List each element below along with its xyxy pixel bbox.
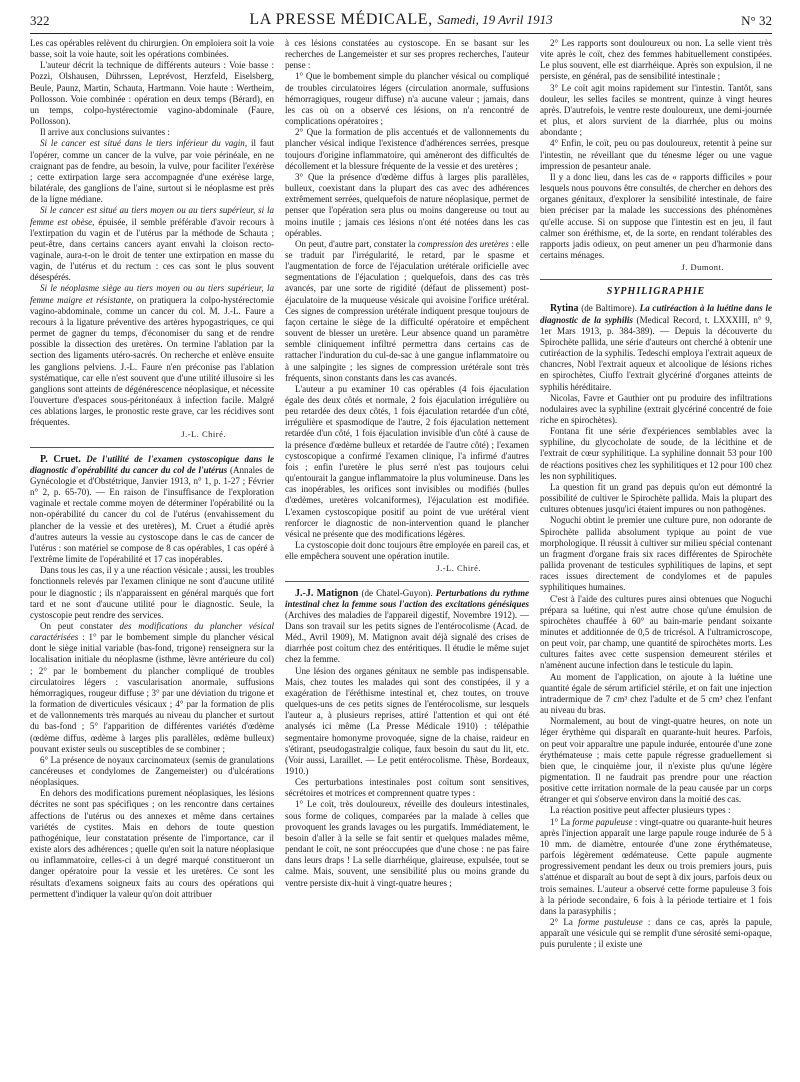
section-divider [285, 581, 529, 582]
column-left [30, 38, 274, 1074]
article-reference: (Medical Record, t. LXXXIII, n° 9, 1er Mars 1913, p. 384-389). — Depuis la découverte du Spirochète pallida, une série d'auteurs ont cherché à obtenir une cutiréaction de la syphilis. Tedeschi employa l'extrait aqueux de chancres, Nobl l'extrait aqueux et alcoolique de lésions riches en spirochètes, Ciuffo l'extrait glycériné d'organes atteints de syphilis héréditaire. [540, 314, 772, 392]
paragraph: La réaction positive peut affecter plusieurs types : [550, 805, 731, 816]
paragraph: 3° Que la présence d'œdème diffus à larges plis parallèles, bulleux, coexistant dans la plupart des cas avec des adhérences extrêmement serrées, quelquefois de nature néoplasique, permet de penser que l'opération sera plus ou moins dangereuse ou tout au moins inutile ; jamais ces lésions n'ont été notées dans les cas opérables. [285, 171, 529, 238]
paragraph-text: : vingt-quatre ou quarante-huit heures après l'injection apparaît une large papule rouge indurée de 5 à 10 mm. de diamètre, entourée d'une zone érythémateuse, parfois légèrement œdémateuse. Cette papule augmente progressivement pendant les deux ou trois premiers jours, puis s'atténue et disparaît au bout de sept à dix jours, parfois deux ou trois semaines. L'auteur a observé cette forme papuleuse 3 fois à la période secondaire, 6 fois à la période tertiaire et 1 fois dans la parasyphilis ; [540, 816, 772, 916]
header-rule [30, 33, 772, 34]
italic-lead: Si le cancer est situé dans le tiers inférieur du vagin, [40, 138, 248, 149]
paragraph: Normalement, au bout de vingt-quatre heures, on note un léger érythème qui disparaît en quarante-huit heures. Parfois, on peut voir apparaître une papule indurée, entourée d'une zone érythémateuse ; mais cette papule régresse graduellement si bien que, le cinquième jour, il n'existe plus qu'une légère pigmentation. Il ne faudrait pas prendre pour une réaction positive cette irritation normale de la peau causée par un corps étranger et qui s'observe environ dans la moitié des cas. [540, 716, 772, 805]
paragraph [30, 205, 274, 283]
paragraph-text: : dans ce cas, après la papule, apparaît une vésicule qui se remplit d'une sérosité semi-opaque, puis purulente ; il existe une [540, 917, 772, 950]
section-heading: SYPHILIGRAPHIE [606, 286, 706, 298]
page-header [30, 9, 772, 31]
paragraph: En dehors des modifications purement néoplasiques, les lésions décrites ne sont pas spécifiques ; on les rencontre dans certaines affections de l'utérus ou des annexes et même dans certaines variétés de cystites. Mais en dehors de toute question pathogénique, leur constatation présente de l'importance, car il existe alors des adhérences ; quelle qu'en soit la nature néoplasique ou inflammatoire, celles-ci à un degré marqué constitueront un danger opératoire pour la vessie et les uretères. Ce sont les résultats d'examens soigneux faits au cours des opérations qui permettent d'indiquer la valeur qu'on doit attribuer [30, 788, 274, 899]
paragraph: 2° Les rapports sont douloureux ou non. La selle vient très vite après le coït, chez des femmes habituellement constipées. Le plus souvent, elle est diarrhéique. Après son expulsion, il ne persiste, en général, pas de sensibilité intestinale ; [540, 38, 772, 82]
paragraph [540, 817, 772, 917]
paragraph: Fontana fit une série d'expériences semblables avec la syphiline, du glycocholate de soude, de la lécithine et de l'extrait de cœur syphilitique. La syphiline donnait 53 pour 100 de réactions positives chez les syphilitiques et 12 pour 100 chez les non syphilitiques. [540, 426, 772, 481]
article-title: La cutiréaction à la luétine dans le diagnostic de la syphilis [540, 303, 772, 325]
column-middle [285, 38, 529, 1074]
paragraph-text: On peut, d'autre part, constater la [295, 238, 418, 249]
article-entry [30, 454, 274, 566]
author-place: (de Baltimore). [578, 303, 640, 314]
article-title: Perturbations du rythme intestinal chez la femme sous l'action des excitations génésiques [285, 587, 529, 609]
journal-name: LA PRESSE MÉDICALE, [249, 11, 433, 28]
article-author: P. Cruet. [40, 453, 81, 465]
italic-phrase: compression des uretères [417, 238, 509, 249]
paragraph-text: on pratiquera la colpo-hystérectomie vagino-abdominale, comme un cancer du col. M. J.-L. Faure a recours à la ligature préventive des artères hypogastriques, ce qui permet de gagner du temps, d'économiser du sang et de rendre possible la dissection des uretères. On termine l'ablation par la section des ligaments utéro-sacrés. On recherche et enlève ensuite les ganglions pelviens. J.-L. Faure n'en préconise pas l'ablation systématique, car elle n'est souvent que d'une utilité illusoire si les ganglions sont atteints de dégénérescence néoplasique, et nécessite l'ouverture d'espaces sous-péritonéaux à infection facile. Malgré ces ablations larges, le pronostic reste grave, car les récidives sont fréquentes. [30, 294, 274, 428]
article-author: Rytina [550, 303, 579, 315]
paragraph: L'auteur décrit la technique de différents auteurs : Voie basse : Pozzi, Olshausen, Dührssen, Leprévost, Herzfeld, Eiselsberg, Beule, Paunz, Martin, Schauta, Hartmann. Voie haute : Wertheim, Pollosson. Voie combinée : opération en deux temps (Bérard), en un temps, colpo-hystérectomie vagino-abdominale (Faure, Pollosson). [30, 60, 274, 127]
paragraph: Les cas opérables relèvent du chirurgien. On emploiera soit la voie basse, soit la voie haute, soit les opérations combinées. [30, 38, 274, 60]
paragraph: Il y a donc lieu, dans les cas de « rapports difficiles » pour lesquels nous pouvons être consultés, de chercher en dehors des organes génitaux, d'explorer la sensibilité intestinale, de faire bien préciser par la malade les successions des phénomènes qu'elle accuse. Si on suppose que l'intestin est en jeu, il faut calmer son éréthisme, et, de la sorte, en rendant tolérables des rapports jadis odieux, on peut amener un peu d'harmonie dans certains ménages. [540, 171, 772, 260]
paragraph: 6° La présence de noyaux carcinomateux (semis de granulations cancéreuses et condylomes de Zangemeister) ou d'ulcérations néoplasiques. [30, 754, 274, 788]
column-right [540, 38, 772, 1074]
italic-phrase: forme papuleuse [572, 816, 633, 827]
author-signature: J. Dumont. [681, 262, 724, 273]
paragraph: à ces lésions constatées au cystoscope. En se basant sur les recherches de Langemeister et sur ses propres recherches, l'auteur pense : [285, 38, 529, 71]
paragraph: 1° Que le bombement simple du plancher vésical ou compliqué de troubles circulatoires légers (circulation anormale, suffusions hémorragiques, rougeur diffuse) n'a aucune valeur ; jamais, dans les cas où on a observé ces lésions, on n'a rencontré de complications opératoires ; [285, 71, 529, 127]
article-author: J.-J. Matignon [295, 587, 359, 599]
paragraph [30, 138, 274, 205]
page-number: 322 [30, 13, 50, 28]
paragraph-text: 2° La [550, 917, 579, 928]
paragraph: Une lésion des organes génitaux ne semble pas indispensable. Mais, chez toutes les malades qui sont des constipées, il y a exagération de l'éréthisme intestinal et, chez toutes, on trouve quelques-uns de ces petits signes de l'entérocolisme, sur lesquels l'auteur a, à plusieurs reprises, attiré l'attention et qui ont été analysés ici même (La Presse Médicale 1910) : télépathie segmentaire homonyme provoquée, signe de la chaise, raideur en s'étirant, pseudogastralgie colique, faux besoin du saut du lit, etc. (Voir aussi, Laraillet. — Le petit entérocolisme. Thèse, Bordeaux, 1910.) [285, 665, 529, 776]
section-divider [30, 447, 274, 448]
paragraph: 1° Le coït, très douloureux, réveille des douleurs intestinales, sous forme de coliques, comparées par la malade à celles que provoquent les grands lavages ou les purgatifs. Immédiatement, le besoin d'aller à la selle se fait sentir et quelques malades même, pendant le coït, ne sont préoccupées que d'une chose : ne pas faire dans leurs draps ! La selle diarrhéique, glaireuse, expulsée, tout se calme. Mais, souvent, une sensibilité plus ou moins grande du ventre persiste dix-huit à vingt-quatre heures ; [285, 799, 529, 888]
paragraph: Ces perturbations intestinales post coïtum sont sensitives, sécrétoires et motrices et comprennent quatre types : [285, 777, 529, 799]
paragraph: Dans tous les cas, il y a une réaction vésicale ; aussi, les troubles fonctionnels relevés par l'examen clinique ne sont d'aucune utilité pour le diagnostic ; ils n'apparaissent en général marqués que fort tard et ne sont d'aucune utilité pour le diagnostic. Seule, la cystoscopie peut rendre des services. [30, 565, 274, 620]
paragraph [285, 239, 529, 384]
paragraph-text: On peut constater [40, 620, 120, 631]
article-reference: (Annales de Gynécologie et d'Obstétrique, Janvier 1913, n° 1, p. 1-27 ; Février n° 2, p. 65-70). — En raison de l'insuffisance de l'exploration vaginale et rectale comme moyen de déterminer l'opérabilité ou la non-opérabilité du cancer du col de l'utérus (envahissement du plancher de la vessie et des uretères), M. Cruet a étudié après d'autres auteurs la vessie au cystoscope dans le cas de cancer de l'utérus : son matériel se compose de 8 cas opérables, 1 cas opéré à l'extrême limite de l'opérabilité et 17 cas inopérables. [30, 464, 274, 565]
italic-phrase: des modifications du plancher vésical caractérisées [30, 620, 274, 643]
paragraph: 3° Le coït agit moins rapidement sur l'intestin. Tantôt, sans douleur, les selles faciles se montrent, quinze à vingt heures après. D'autrefois, le ventre reste douloureux, une demi-journée et plus, et alors survient de la diarrhée, plus ou moins abondante ; [540, 82, 772, 138]
paragraph [540, 917, 772, 950]
article-entry [540, 303, 772, 392]
issue-date: Samedi, 19 Avril 1913 [437, 12, 553, 27]
italic-lead: Si le cancer est situé au tiers moyen ou au tiers supérieur, si la femme est obèse, [30, 205, 274, 227]
paragraph [30, 621, 274, 755]
issue-number: N° 32 [741, 13, 772, 28]
paragraph-text: : 1° par le bombement simple du plancher vésical dont le siège initial variable (bas-fond, trigone) renseignera sur la localisation initiale du néoplasme (isthme, lèvre antérieure du col) ; 2° par le bombement du plancher compliqué de troubles circulatoires légers : vascularisation anormale, suffusions hémorragiques, rougeur diffuse ; 3° par une déviation du trigone et la formation de diverticules vésicaux ; 4° par la formation de plis et de vallonnements très marqués au niveau du plancher et surtout du bas-fond ; 5° l'apparition de différentes variétés d'œdème (œdème diffus, œdème à larges plis parallèles, œdème bulleux) pouvant exister seuls ou susceptibles de se combiner ; [30, 632, 274, 754]
paragraph: Il arrive aux conclusions suivantes : [40, 127, 170, 138]
author-signature: J.-L. Chiré. [436, 563, 481, 574]
paragraph-text: il faut l'opérer, comme un cancer de la vulve, par voie périnéale, en ne craignant pas de fendre, au besoin, la vulve, pour faciliter l'exérèse ; cette extirpation large sera accompagnée d'une exérèse large, bilatérale, des ganglions de l'aine, surtout si le néoplasme est près de la ligne médiane. [30, 138, 274, 205]
paragraph: C'est à l'aide des cultures pures ainsi obtenues que Noguchi prépara sa luétine, qui n'est autre chose qu'une émulsion de spirochètes chauffée à 60° au bain-marie pendant soixante minutes et additionnée de 0,5 de tricrésol. A l'ultramicroscope, on peut voir, par champ, une quantité de spirochètes morts. Les cultures faites avec cette suspension demeurent stériles et n'amènent aucune infection dans le testicule du lapin. [540, 593, 772, 671]
paragraph: Nicolas, Favre et Gauthier ont pu produire des infiltrations nodulaires avec la syphiline (extrait glycériné concentré de foie riche en spirochètes). [540, 392, 772, 425]
paragraph: 4° Enfin, le coït, peu ou pas douloureux, retentit à peine sur l'intestin, ne réveillant que du ténesme léger ou une vague impression de pesanteur anale. [540, 138, 772, 171]
paragraph-text: épuisée, il semble préférable d'avoir recours à l'extirpation du vagin et de l'utérus par la méthode de Schauta ; peut-être, dans certains cancers ayant envahi la cloison recto-vaginale, aura-t-on le droit de tenter une extirpation en masse du vagin, de l'utérus et du rectum : ces cas sont le plus souvent désespérés. [30, 216, 274, 283]
paragraph: Noguchi obtint le premier une culture pure, non odorante de Spirochète pallida absolument typique au point de vue morphologique. Il réussit à cultiver sur milieu spécial contenant un fragment d'organe frais six races différentes de Spirochète pallida provenant de testicules syphilitiques de lapins, et sept races issues directement de condylomes et de papules syphilitiques humaines. [540, 515, 772, 593]
paragraph: La question fit un grand pas depuis qu'on eut démontré la possibilité de cultiver le Spirochète pallida. Mais la plupart des cultures obtenues jusqu'ici étaient impures ou non pathogènes. [540, 481, 772, 515]
paragraph-text: : elle se traduit par l'irrégularité, le retard, par le spasme et l'augmentation de force de l'éjaculation urétérale orificielle avec segmentations de l'éjaculation ; quelquefois, dans des cas très avancés, par une sorte de rigidité (défaut de plissement) post-éjaculatoire de la muqueuse vésicale qui avoisine l'orifice urétéral. Ces signes de compression urétérale indiquent presque toujours de façon certaine le siège de la difficulté opératoire et empêchent souvent de blesser un uretère. Leur absence quand un paramètre semble cliniquement infiltré permettra dans certains cas de rattacher l'induration du cul-de-sac à une gangue inflammatoire ou à une salpingite ; les signes de compression urétérale sont très fréquents, sinon constants dans les cas avancés. [285, 238, 529, 383]
section-divider [540, 279, 772, 280]
author-signature: J.-L. Chiré. [181, 429, 226, 440]
article-title: De l'utilité de l'examen cystoscopique dans le diagnostic d'opérabilité du cancer du col de l'utérus [30, 453, 274, 475]
article-entry [285, 588, 529, 666]
author-place: (de Chatel-Guyon). [358, 587, 436, 598]
paragraph: La cystoscopie doit donc toujours être employée en pareil cas, et elle empêchera souvent une opération inutile. [285, 540, 529, 562]
paragraph: L'auteur a pu examiner 10 cas opérables (4 fois éjaculation égale des deux côtés et normale, 2 fois éjaculation irrégulière ou peu retardée des deux côtés, 1 fois éjaculation retardée d'un côté, irrégulière et spasmodique de l'autre, 2 fois éjaculation nettement retardée d'un côté, 1 fois éjaculation invisible d'un côté à cause de la présence d'œdème bulleux et retardée de l'autre côté) ; l'examen cystoscopique a confirmé l'examen clinique, l'a infirmé d'autres fois ; enfin l'uretère le plus serré n'est pas toujours celui qu'entourait la gangue inflammatoire la plus volumineuse. Dans les cas inopérables, les orifices sont invisibles ou modifiés (bulles d'œdèmes, uretères volcaniformes), l'éjaculation est modifiée. L'examen cystoscopique positif au point de vue urétéral vient renforcer le diagnostic de non-intervention quand le plancher vésical ne présente que des modifications légères. [285, 383, 529, 539]
paragraph-text: 1° La [550, 816, 573, 827]
paragraph: 2° Que la formation de plis accentués et de vallonnements du plancher vésical indique l'existence d'adhérences serrées, presque toujours d'origine inflammatoire, qui amèneront des difficultés de décollement et la blessure fréquente de la vessie et des uretères ; [285, 127, 529, 171]
italic-lead: Si le néoplasme siège au tiers moyen ou au tiers supérieur, la femme maigre et résistante, [30, 283, 274, 305]
italic-phrase: forme pustuleuse [578, 917, 643, 928]
paragraph: Au moment de l'application, on ajoute à la luétine une quantité égale de sérum artificiel stérile, et on fait une injection intradermique de 7 cm³ chez l'adulte et de 5 cm³ chez l'enfant au niveau du bras. [540, 671, 772, 716]
paragraph [30, 283, 274, 428]
article-reference: (Archives des maladies de l'appareil digestif, Novembre 1912). — Dans son travail sur les petits signes de l'entérocolisme (Acad. de Méd., Avril 1909), M. Matignon avait déjà signalé des crises de diarrhée post coïtum chez des entéritiques. Il étudie le même sujet chez la femme. [285, 609, 529, 665]
running-title [30, 11, 772, 29]
